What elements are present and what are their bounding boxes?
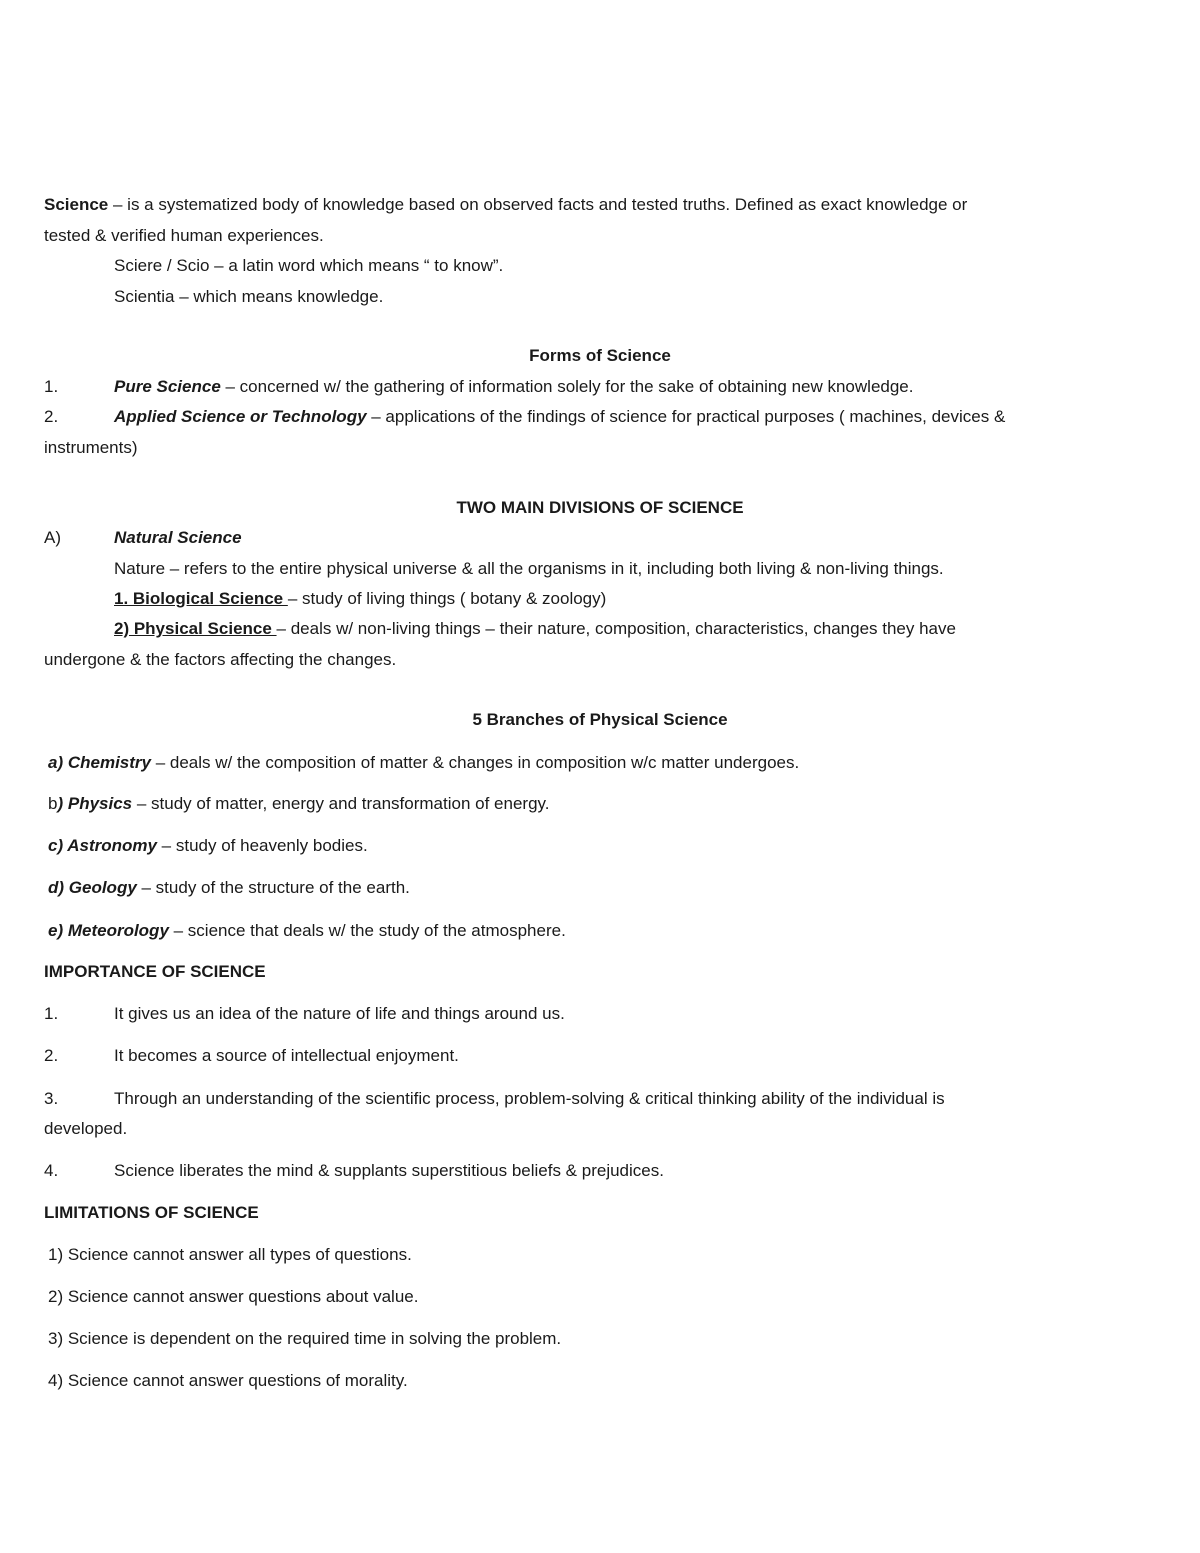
importance-item-4: Science liberates the mind & supplants superstitious beliefs & prejudices. <box>114 1161 664 1180</box>
forms-heading: Forms of Science <box>529 346 671 365</box>
natural-science-label: A) <box>44 528 61 547</box>
branch-text: – study of matter, energy and transformation of energy. <box>132 794 550 813</box>
applied-science-term: Applied Science or Technology <box>114 407 367 426</box>
science-definition-text: – is a systematized body of knowledge based on observed facts and tested truths. Defined as exact knowledge or <box>108 195 968 214</box>
branch-term: a) Chemistry <box>48 753 151 772</box>
branch-prefix: b <box>48 794 58 813</box>
importance-item-1: It gives us an idea of the nature of life and things around us. <box>114 1004 565 1023</box>
branch-text: – science that deals w/ the study of the atmosphere. <box>168 921 566 940</box>
forms-item-1-number: 1. <box>44 377 59 396</box>
physical-science-line <box>114 618 956 640</box>
branch-meteorology <box>48 920 566 942</box>
importance-item-3-number: 3. <box>44 1089 59 1108</box>
limitation-item-2: 2) Science cannot answer questions about value. <box>48 1287 419 1306</box>
science-definition-line-1 <box>44 194 967 216</box>
branch-chemistry <box>48 752 799 774</box>
physical-science-text: – deals w/ non-living things – their nature, composition, characteristics, changes they have <box>276 619 956 638</box>
scientia-definition: Scientia – which means knowledge. <box>114 287 384 306</box>
science-term: Science <box>44 195 109 214</box>
branch-term: c) Astronomy <box>48 836 157 855</box>
limitation-item-1: 1) Science cannot answer all types of questions. <box>48 1245 412 1264</box>
branch-physics <box>48 793 549 815</box>
applied-science-text: – applications of the findings of science for practical purposes ( machines, devices & <box>366 407 1006 426</box>
forms-item-2-continued: instruments) <box>44 438 138 457</box>
forms-item-2-number: 2. <box>44 407 59 426</box>
limitation-item-3: 3) Science is dependent on the required time in solving the problem. <box>48 1329 562 1348</box>
branch-astronomy <box>48 835 368 857</box>
importance-item-2: It becomes a source of intellectual enjoyment. <box>114 1046 459 1065</box>
importance-item-3: Through an understanding of the scientific process, problem-solving & critical thinking ability of the individual is <box>114 1089 945 1108</box>
biological-science-term: 1. Biological Science <box>114 589 288 608</box>
limitation-item-4: 4) Science cannot answer questions of morality. <box>48 1371 408 1390</box>
branch-term: d) Geology <box>48 878 137 897</box>
branch-term: e) Meteorology <box>48 921 169 940</box>
importance-item-2-number: 2. <box>44 1046 59 1065</box>
forms-item-1 <box>114 376 913 398</box>
limitations-heading: LIMITATIONS OF SCIENCE <box>44 1203 259 1222</box>
branches-heading: 5 Branches of Physical Science <box>472 710 728 729</box>
physical-science-continued: undergone & the factors affecting the changes. <box>44 650 397 669</box>
natural-science-term: Natural Science <box>114 528 242 547</box>
biological-science-text: – study of living things ( botany & zoology) <box>287 589 607 608</box>
importance-item-4-number: 4. <box>44 1161 59 1180</box>
science-definition-line-2: tested & verified human experiences. <box>44 226 324 245</box>
physical-science-term: 2) Physical Science <box>114 619 277 638</box>
sciere-definition: Sciere / Scio – a latin word which means “ to know”. <box>114 256 504 275</box>
forms-item-2 <box>114 406 1005 428</box>
branch-geology <box>48 877 410 899</box>
importance-heading: IMPORTANCE OF SCIENCE <box>44 962 266 981</box>
importance-item-3-continued: developed. <box>44 1119 128 1138</box>
branch-text: – deals w/ the composition of matter & changes in composition w/c matter undergoes. <box>150 753 800 772</box>
branch-term: ) Physics <box>57 794 133 813</box>
branch-text: – study of the structure of the earth. <box>136 878 410 897</box>
biological-science-line <box>114 588 606 610</box>
branch-text: – study of heavenly bodies. <box>156 836 368 855</box>
nature-definition: Nature – refers to the entire physical universe & all the organisms in it, including both living & non-living things. <box>114 559 944 578</box>
importance-item-1-number: 1. <box>44 1004 59 1023</box>
pure-science-text: – concerned w/ the gathering of information solely for the sake of obtaining new knowledge. <box>220 377 914 396</box>
divisions-heading: TWO MAIN DIVISIONS OF SCIENCE <box>456 498 744 517</box>
pure-science-term: Pure Science <box>114 377 221 396</box>
